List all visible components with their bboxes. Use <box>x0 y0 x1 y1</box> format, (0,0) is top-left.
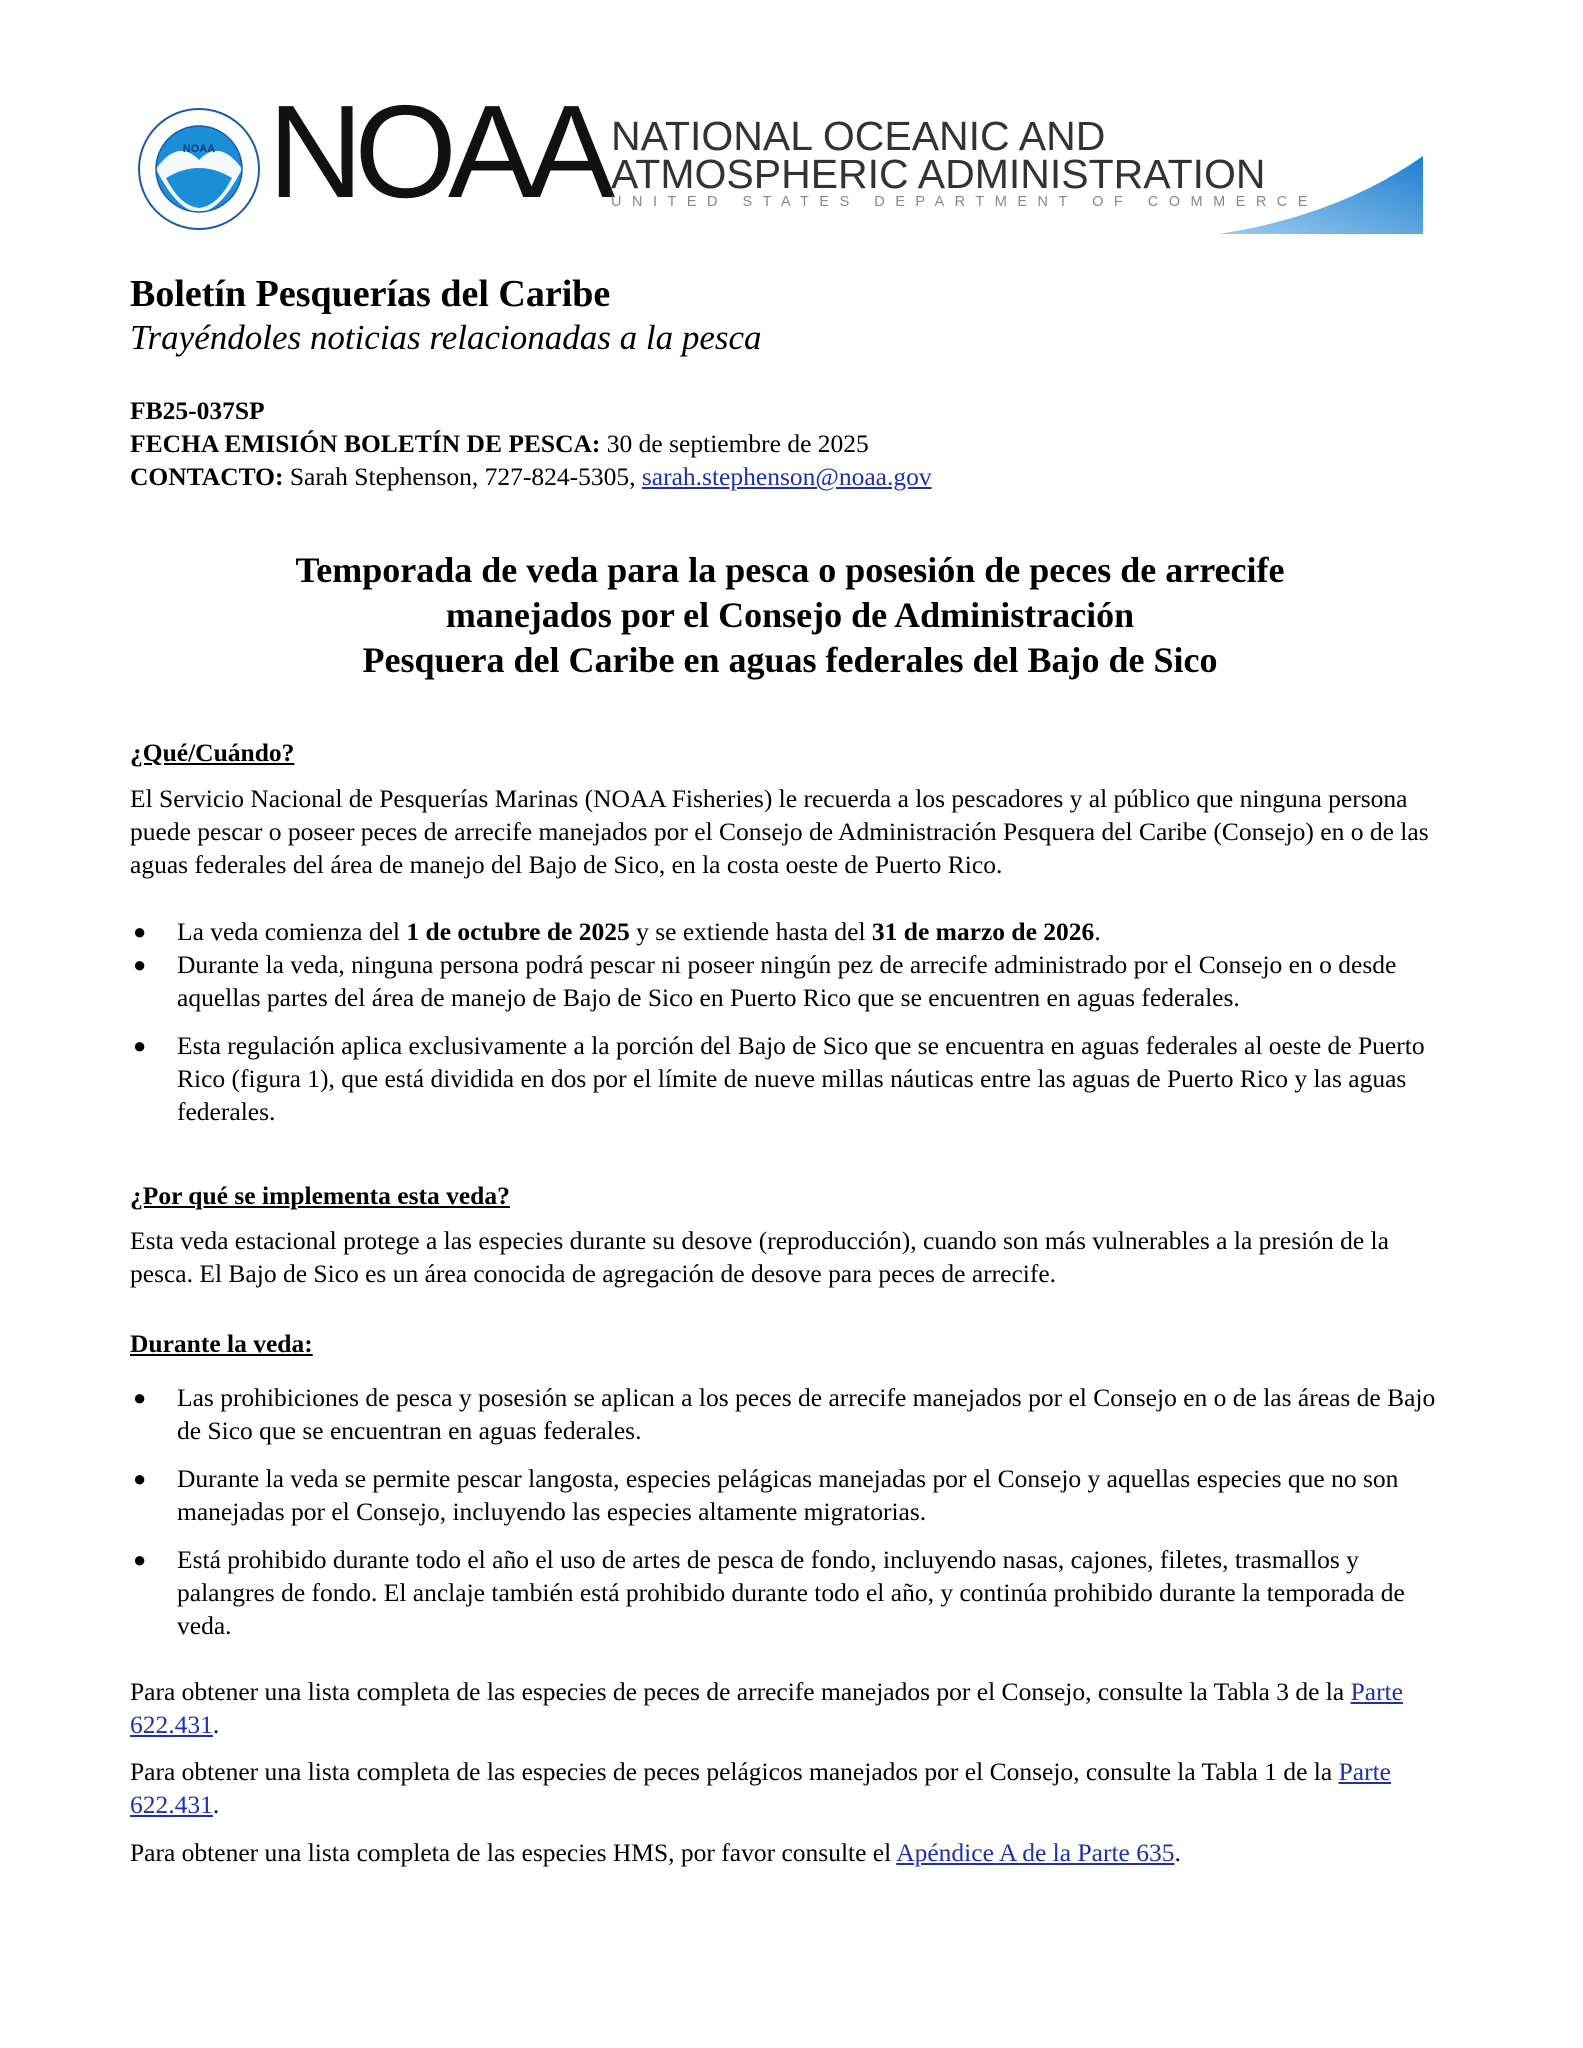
section-heading-during: Durante la veda: <box>130 1329 313 1358</box>
bulletin-title: Boletín Pesquerías del Caribe <box>130 273 611 315</box>
contact-label: CONTACTO: <box>130 462 284 491</box>
swoosh-graphic <box>1218 156 1423 234</box>
department-name: UNITED STATES DEPARTMENT OF COMMERCE <box>611 194 1318 210</box>
main-title <box>130 548 1450 683</box>
contact-value: Sarah Stephenson, 727-824-5305, <box>289 462 636 491</box>
list-item: ● Durante la veda se permite pescar langosta, especies pelágicas manejadas por el Consejo y aquellas especies que no son manejadas por el Consejo, incluyendo las especies altamente migratorias. <box>133 1464 1399 1526</box>
main-title-line1: Temporada de veda para la pesca o posesión de peces de arrecife <box>295 550 1285 590</box>
list-item: ● Durante la veda, ninguna persona podrá pescar ni poseer ningún pez de arrecife administrado por el Consejo en o desde aquellas partes del área de manejo de Bajo de Sico en Puerto Rico que se encuentren en aguas federales. <box>133 950 1397 1012</box>
list-item: ● Esta regulación aplica exclusivamente a la porción del Bajo de Sico que se encuentra en aguas federales al oeste de Puerto Rico (figura 1), que está dividida en dos por el límite de nueve millas náuticas entre las aguas de Puerto Rico y las aguas federales. <box>133 1031 1425 1126</box>
bullet-icon: ● <box>133 1466 147 1491</box>
main-title-line3: Pesquera del Caribe en aguas federales del Bajo de Sico <box>362 640 1218 680</box>
date-value: 30 de septiembre de 2025 <box>606 429 869 458</box>
bullet-icon: ● <box>133 952 147 977</box>
link-parte-622-431-reef[interactable]: Parte 622.431 <box>130 1677 1403 1739</box>
contact-email-link[interactable]: sarah.stephenson@noaa.gov <box>641 462 932 491</box>
reference-hms: Para obtener una lista completa de las especies HMS, por favor consulte el Apéndice A de la Parte 635. <box>130 1838 1181 1867</box>
section-what-paragraph: El Servicio Nacional de Pesquerías Marinas (NOAA Fisheries) le recuerda a los pescadores y al público que ninguna persona puede pescar o poseer peces de arrecife manejados por el Consejo de Administración Pesquera del Caribe (Consejo) en o de las aguas federales del área de manejo del Bajo de Sico, en la costa oeste de Puerto Rico. <box>130 784 1429 879</box>
svg-text:NOAA: NOAA <box>182 143 216 155</box>
noaa-wordmark: NOAA <box>268 78 607 225</box>
noaa-logo <box>133 78 1423 235</box>
bulletin-meta <box>130 394 932 493</box>
agency-name-line2: ATMOSPHERIC ADMINISTRATION <box>611 151 1266 197</box>
reference-reef-fish: Para obtener una lista completa de las especies de peces de arrecife manejados por el Consejo, consulte la Tabla 3 de la Parte 622.431. <box>130 1677 1403 1739</box>
link-parte-622-431-pelagic[interactable]: Parte 622.431 <box>130 1757 1391 1819</box>
bullet-icon: ● <box>133 919 147 944</box>
reference-pelagic-fish: Para obtener una lista completa de las especies de peces pelágicos manejados por el Consejo, consulte la Tabla 1 de la Parte 622.431. <box>130 1757 1391 1819</box>
bullet-icon: ● <box>133 1385 147 1410</box>
section-why-paragraph: Esta veda estacional protege a las especies durante su desove (reproducción), cuando son más vulnerables a la presión de la pesca. El Bajo de Sico es un área conocida de agregación de desove para peces de arrecife. <box>130 1226 1389 1288</box>
agency-name-line1: NATIONAL OCEANIC AND <box>611 113 1106 159</box>
list-item: ● La veda comienza del 1 de octubre de 2025 y se extiende hasta del 31 de marzo de 2026. <box>133 917 1101 946</box>
list-item: ● Las prohibiciones de pesca y posesión se aplican a los peces de arrecife manejados por el Consejo en o de las áreas de Bajo de Sico que se encuentran en aguas federales. <box>133 1383 1436 1445</box>
list-item: ● Está prohibido durante todo el año el uso de artes de pesca de fondo, incluyendo nasas, cajones, filetes, trasmallos y palangres de fondo. El anclaje también está prohibido durante todo el año, y continúa prohibido durante la temporada de veda. <box>133 1545 1405 1640</box>
section-what-bullets <box>130 915 1450 1128</box>
date-label: FECHA EMISIÓN BOLETÍN DE PESCA: <box>130 429 601 458</box>
link-apendice-a-parte-635[interactable]: Apéndice A de la Parte 635 <box>896 1838 1175 1867</box>
noaa-seal-icon <box>138 108 260 230</box>
main-title-line2: manejados por el Consejo de Administración <box>445 595 1135 635</box>
section-heading-why: ¿Por qué se implementa esta veda? <box>130 1181 510 1210</box>
bullet-icon: ● <box>133 1547 147 1572</box>
bulletin-id: FB25-037SP <box>130 396 265 425</box>
bullet-icon: ● <box>133 1033 147 1058</box>
section-during-bullets <box>130 1381 1450 1642</box>
section-heading-what-when: ¿Qué/Cuándo? <box>130 738 295 767</box>
bulletin-subtitle: Trayéndoles noticias relacionadas a la pesca <box>130 318 762 357</box>
